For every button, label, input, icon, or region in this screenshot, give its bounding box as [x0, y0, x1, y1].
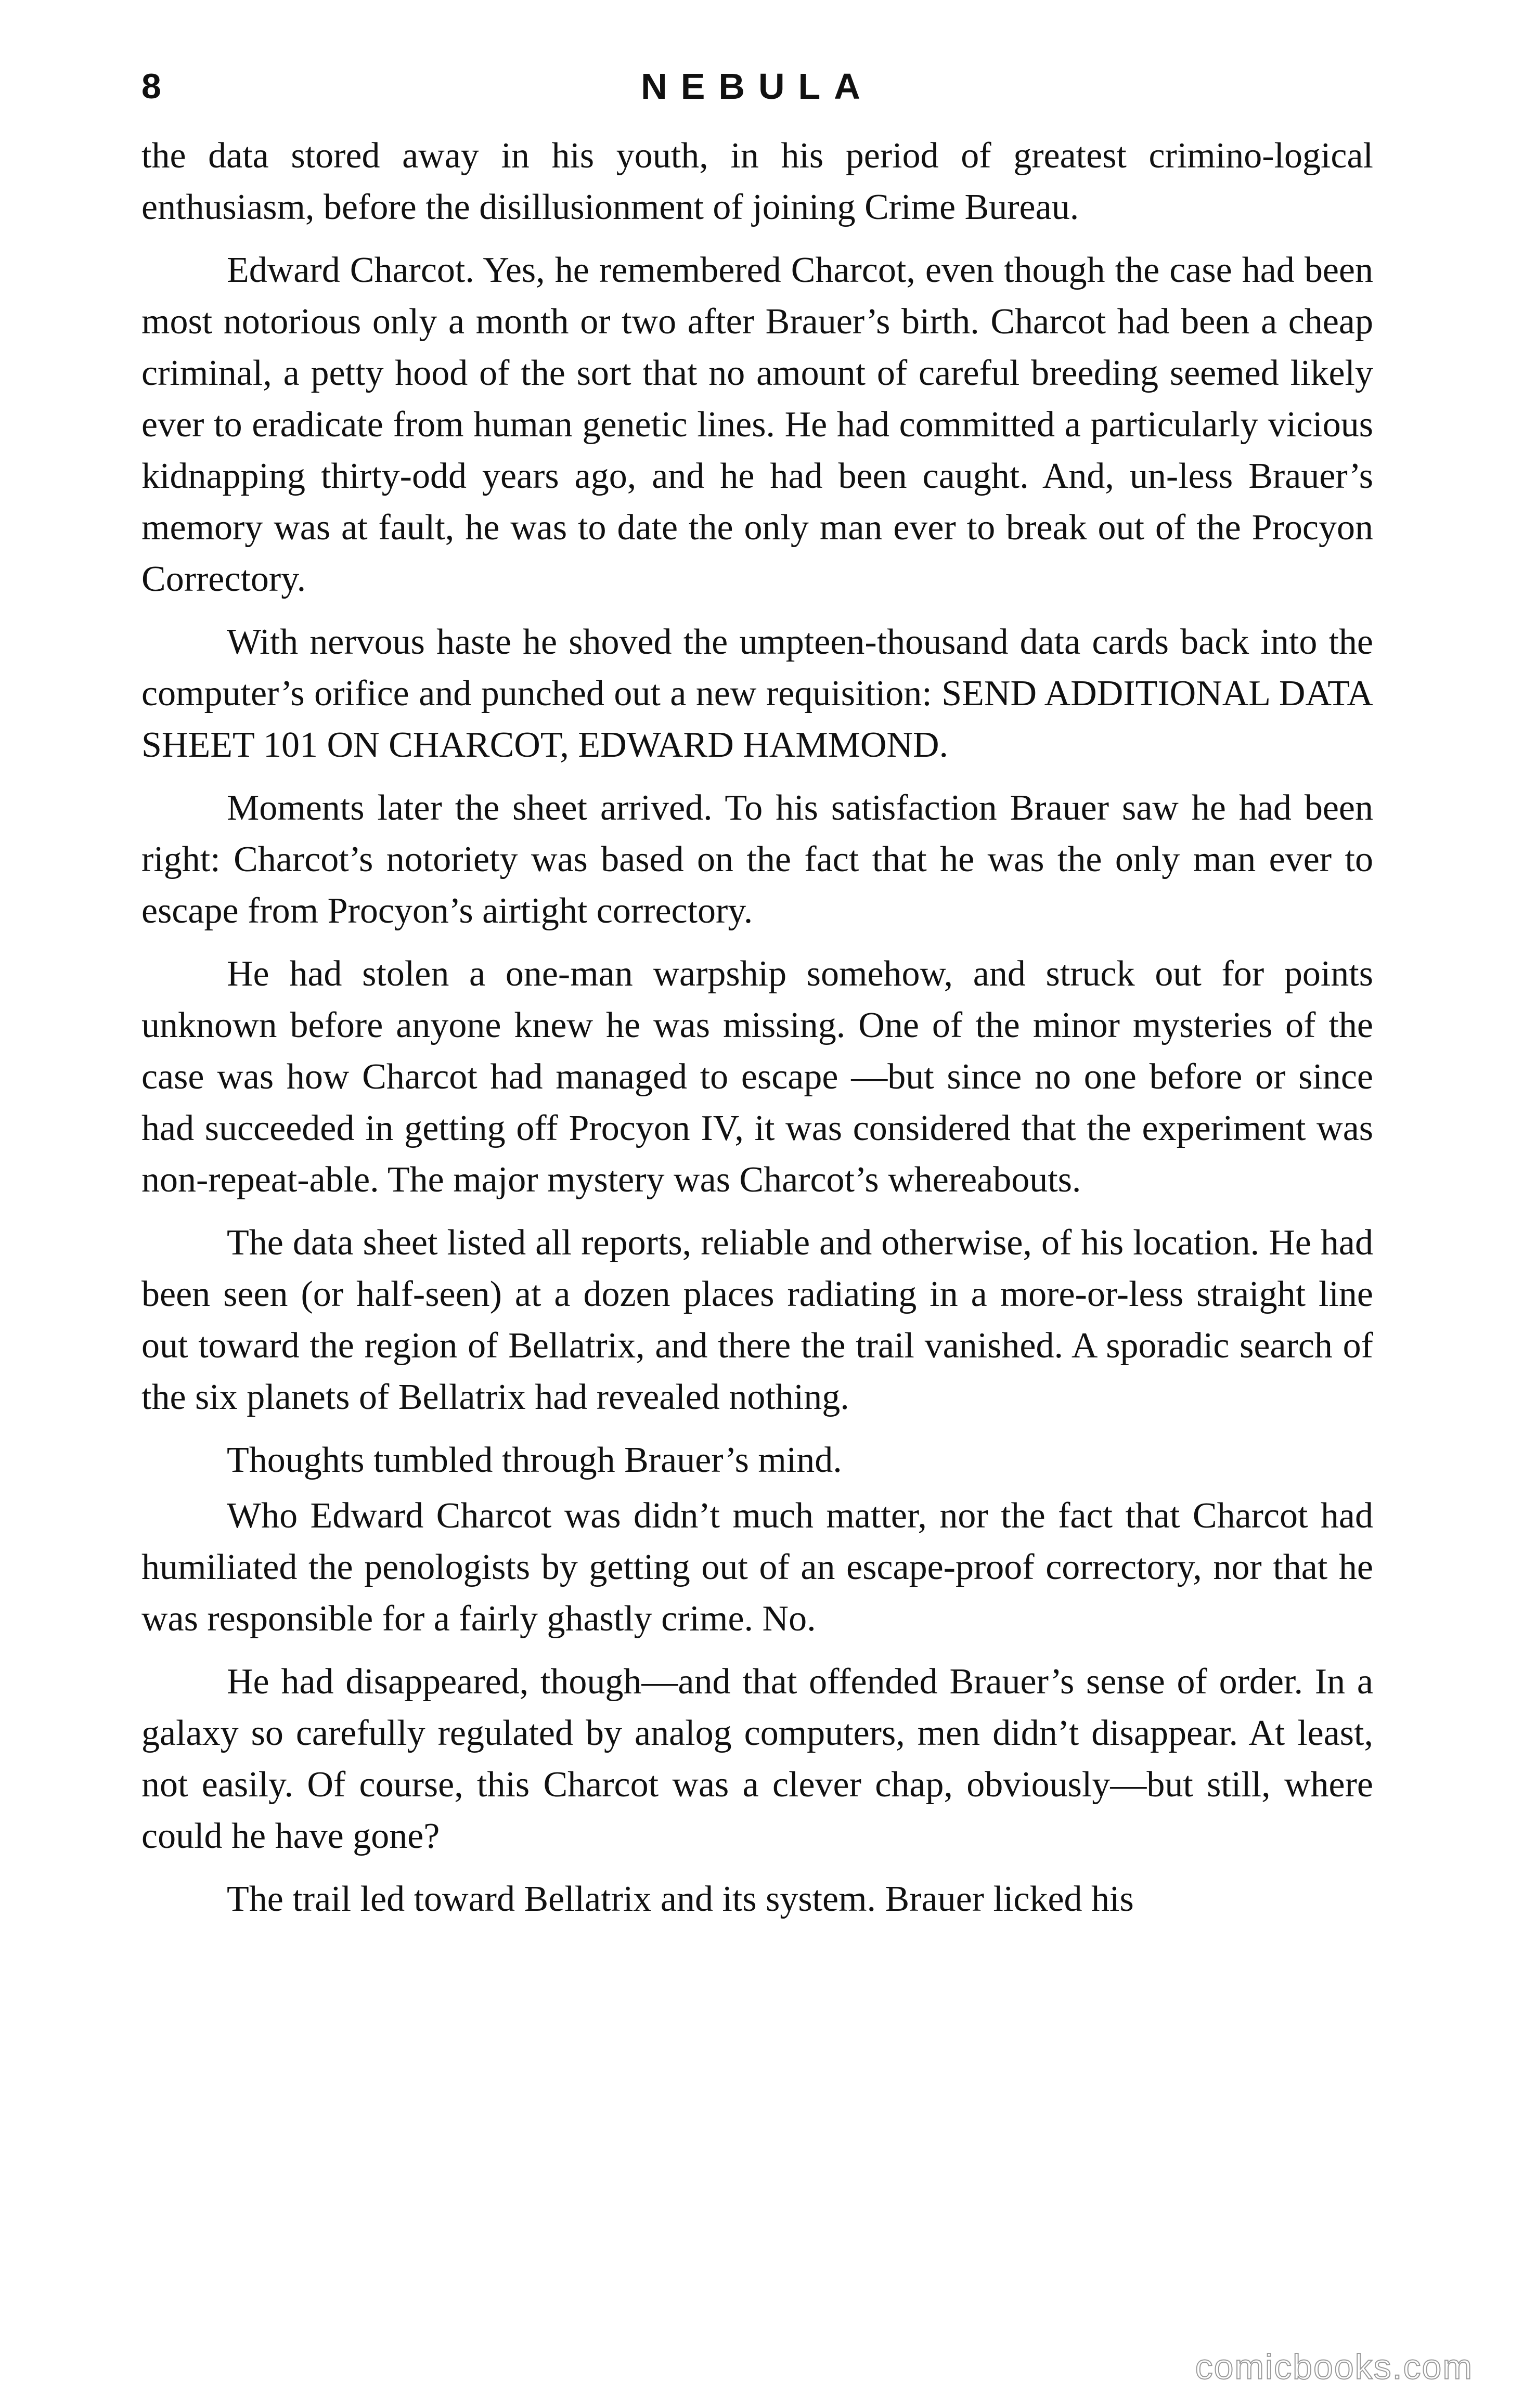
paragraph-7: Thoughts tumbled through Brauer’s mind.	[227, 1440, 842, 1480]
body-text	[141, 130, 1373, 1925]
book-page	[141, 57, 1373, 2356]
paragraph-2: Edward Charcot. Yes, he remembered Charcot, even though the case had been most notorious only a month or two after Brauer’s birth. Charcot had been a cheap criminal, a petty hood of the sort that no amount of careful breeding seemed likely ever to eradicate from human genetic lines. He had committed a particularly vicious kidnapping thirty-odd years ago, and he had been caught. And, un-less Brauer’s memory was at fault, he was to date the only man ever to break out of the Procyon Correctory.	[141, 250, 1373, 599]
paragraph-6: The data sheet listed all reports, reliable and otherwise, of his location. He had been seen (or half-seen) at a dozen places radiating in a more-or-less straight line out toward the region of Bellatrix, and there the trail vanished. A sporadic search of the six planets of Bellatrix had revealed nothing.	[141, 1223, 1373, 1417]
page-number: 8	[141, 67, 161, 106]
paragraph-3: With nervous haste he shoved the umpteen-thousand data cards back into the computer’s orifice and punched out a new requisition: SEND ADDITIONAL DATA SHEET 101 ON CHARCOT, EDWARD HAMMOND.	[141, 622, 1373, 765]
running-head	[141, 57, 1373, 120]
paragraph-4: Moments later the sheet arrived. To his satisfaction Brauer saw he had been right: Charcot’s notoriety was based on the fact that he was the only man ever to escape from Procyon’s airtight correctory.	[141, 788, 1373, 931]
paragraph-5: He had stolen a one-man warpship somehow, and struck out for points unknown before anyone knew he was missing. One of the minor mysteries of the case was how Charcot had managed to escape —but since no one before or since had succeeded in getting off Procyon IV, it was considered that the experiment was non-repeat-able. The major mystery was Charcot’s whereabouts.	[141, 954, 1373, 1200]
paragraph-10: The trail led toward Bellatrix and its system. Brauer licked his	[227, 1879, 1134, 1919]
paragraph-1: the data stored away in his youth, in his period of greatest crimino-logical enthusiasm, before the disillusionment of joining Crime Bureau.	[141, 136, 1373, 227]
journal-title: NEBULA	[641, 66, 874, 107]
watermark: comicbooks.com	[1195, 2347, 1473, 2387]
paragraph-8: Who Edward Charcot was didn’t much matter, nor the fact that Charcot had humiliated the penologists by getting out of an escape-proof correctory, nor that he was responsible for a fairly ghastly crime. No.	[141, 1496, 1373, 1639]
paragraph-9: He had disappeared, though—and that offended Brauer’s sense of order. In a galaxy so carefully regulated by analog computers, men didn’t disappear. At least, not easily. Of course, this Charcot was a clever chap, obviously—but still, where could he have gone?	[141, 1662, 1373, 1856]
